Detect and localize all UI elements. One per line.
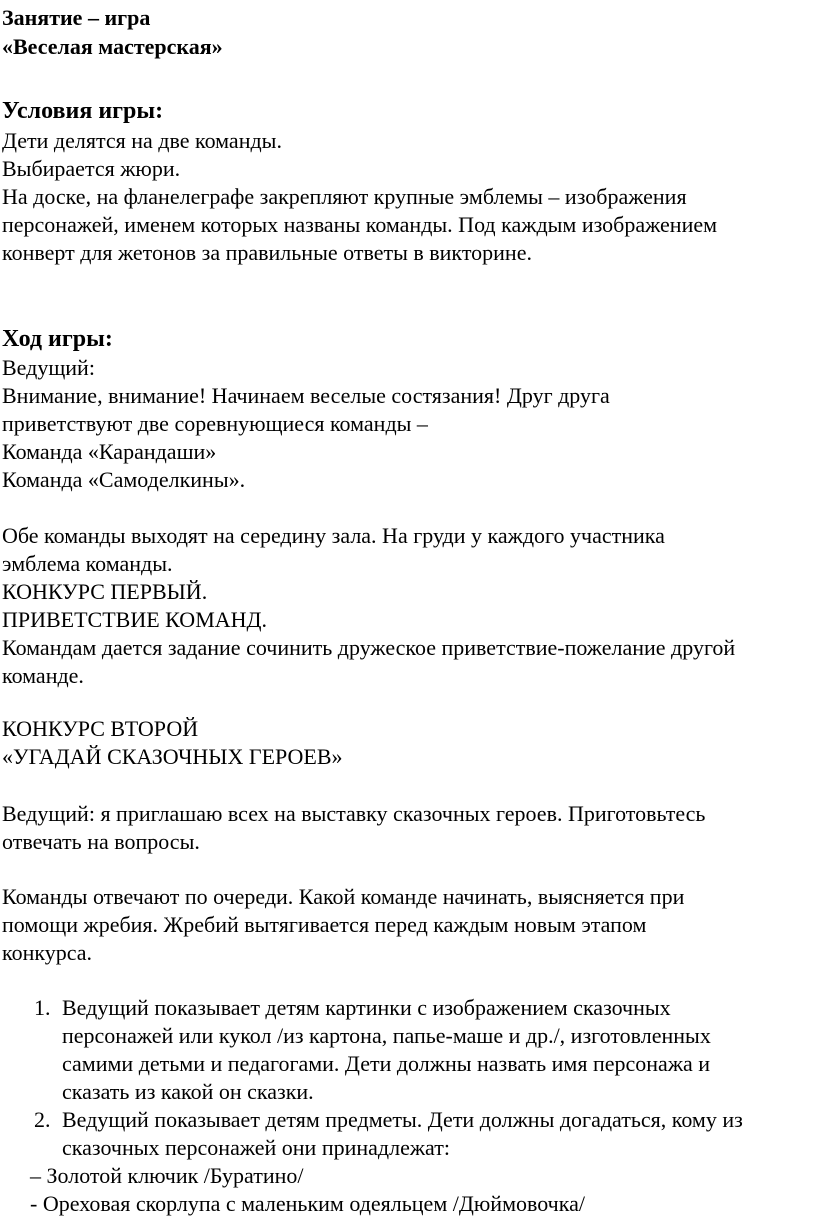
conditions-line: Выбирается жюри. bbox=[2, 156, 181, 181]
paragraph-line: Командам дается задание сочинить дружеское приветствие-пожелание другой bbox=[2, 635, 736, 660]
paragraph-line: конкурса. bbox=[2, 940, 93, 965]
item-line: - Ореховая скорлупа с маленьким одеяльцем /Дюймовочка/ bbox=[30, 1191, 585, 1216]
list-item-line: Ведущий показывает детям предметы. Дети должны догадаться, кому из bbox=[62, 1107, 743, 1132]
paragraph-line: Команды отвечают по очереди. Какой команде начинать, выясняется при bbox=[2, 884, 685, 909]
paragraph-line: КОНКУРС ВТОРОЙ bbox=[2, 716, 199, 741]
conditions-heading: Условия игры: bbox=[2, 98, 164, 124]
conditions-line: персонажей, именем которых названы команды. Под каждым изображением bbox=[2, 212, 718, 237]
paragraph-line: отвечать на вопросы. bbox=[2, 829, 200, 854]
conditions-line: На доске, на фланелеграфе закрепляют крупные эмблемы – изображения bbox=[2, 184, 687, 209]
paragraph-line: Ведущий: я приглашаю всех на выставку сказочных героев. Приготовьтесь bbox=[2, 801, 706, 826]
course-line: Команда «Карандаши» bbox=[2, 439, 217, 464]
paragraph-line: команде. bbox=[2, 663, 84, 688]
list-item-line: самими детьми и педагогами. Дети должны назвать имя персонажа и bbox=[62, 1051, 711, 1076]
course-line: приветствуют две соревнующиеся команды – bbox=[2, 411, 428, 436]
conditions-line: конверт для жетонов за правильные ответы в викторине. bbox=[2, 240, 532, 265]
item-line: – Золотой ключик /Буратино/ bbox=[30, 1163, 304, 1188]
paragraph-line: ПРИВЕТСТВИЕ КОМАНД. bbox=[2, 607, 268, 632]
course-line: Внимание, внимание! Начинаем веселые состязания! Друг друга bbox=[2, 383, 610, 408]
paragraph-line: Обе команды выходят на середину зала. На груди у каждого участника bbox=[2, 523, 665, 548]
course-line: Ведущий: bbox=[2, 355, 95, 380]
list-item-line: сказочных персонажей они принадлежат: bbox=[62, 1135, 450, 1160]
course-heading: Ход игры: bbox=[2, 326, 113, 352]
title-line-1: Занятие – игра bbox=[2, 5, 151, 30]
list-item-line: персонажей или кукол /из картона, папье-маше и др./, изготовленных bbox=[62, 1023, 711, 1048]
title-line-2: «Веселая мастерская» bbox=[2, 34, 223, 59]
list-number: 1. bbox=[34, 995, 51, 1020]
conditions-line: Дети делятся на две команды. bbox=[2, 128, 282, 153]
paragraph-line: помощи жребия. Жребий вытягивается перед каждым новым этапом bbox=[2, 912, 647, 937]
course-line: Команда «Самоделкины». bbox=[2, 467, 246, 492]
paragraph-line: КОНКУРС ПЕРВЫЙ. bbox=[2, 579, 208, 604]
paragraph-line: «УГАДАЙ СКАЗОЧНЫХ ГЕРОЕВ» bbox=[2, 744, 343, 769]
list-item-line: Ведущий показывает детям картинки с изображением сказочных bbox=[62, 995, 671, 1020]
list-item-line: сказать из какой он сказки. bbox=[62, 1079, 314, 1104]
paragraph-line: эмблема команды. bbox=[2, 551, 173, 576]
list-number: 2. bbox=[34, 1107, 51, 1132]
